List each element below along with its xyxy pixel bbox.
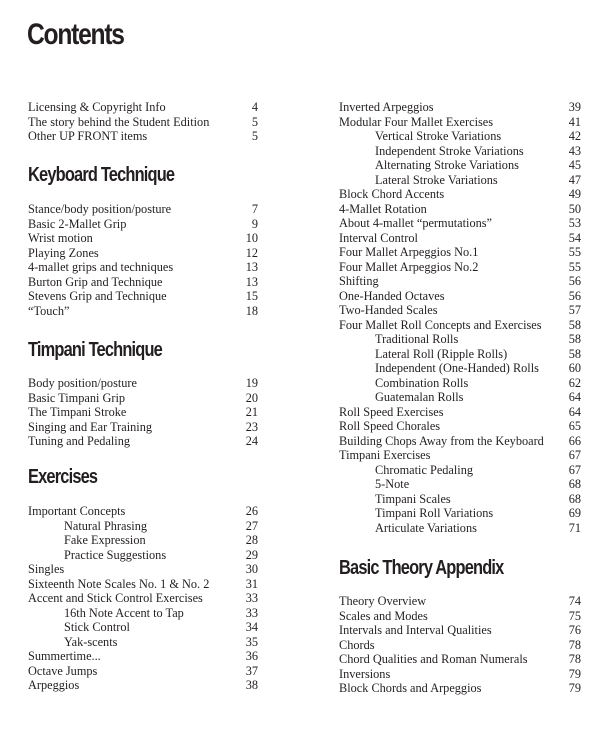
entry-page: 75: [568, 608, 581, 623]
entry-label: Theory Overview: [339, 594, 427, 608]
entry-label: Four Mallet Arpeggios No.2: [339, 259, 479, 274]
entry-page: 26: [245, 504, 258, 518]
entry-label: Timpani Scales: [375, 491, 451, 506]
entry-label: Sixteenth Note Scales No. 1 & No. 2: [28, 576, 210, 591]
entry-page: 43: [568, 143, 581, 158]
entry-page: 29: [245, 547, 258, 562]
entry-label: Chromatic Pedaling: [375, 462, 474, 477]
entry-label: Arpeggios: [28, 678, 80, 692]
entry-label: Wrist motion: [28, 231, 93, 245]
entry-page: 31: [245, 576, 258, 591]
entry-label: Licensing & Copyright Info: [28, 100, 166, 114]
entry-label: Body position/posture: [28, 376, 137, 390]
entry-label: Octave Jumps: [28, 663, 98, 678]
entry-page: 30: [245, 562, 258, 576]
entry-label: Singles: [28, 562, 65, 576]
entry-page: 21: [245, 405, 258, 419]
entry-page: 71: [568, 520, 581, 535]
entry-label: Stance/body position/posture: [28, 202, 172, 216]
entry-page: 15: [245, 289, 258, 303]
entry-page: 55: [568, 259, 581, 274]
entry-label: Timpani Roll Variations: [375, 506, 494, 520]
entry-label: The Timpani Stroke: [28, 405, 127, 419]
entry-label: Traditional Rolls: [375, 332, 459, 346]
entry-label: Alternating Stroke Variations: [375, 158, 519, 172]
entry-page: 19: [245, 376, 258, 390]
entry-page: 62: [568, 375, 581, 390]
entry-label: Lateral Stroke Variations: [375, 172, 498, 187]
section-heading-timpani: Timpani Technique: [28, 339, 162, 361]
entry-page: 38: [245, 678, 258, 692]
entry-page: 4: [251, 100, 258, 114]
entry-page: 58: [568, 317, 581, 332]
entry-label: Basic Timpani Grip: [28, 390, 126, 405]
entry-page: 64: [568, 404, 581, 419]
entry-label: Practice Suggestions: [64, 547, 167, 562]
entry-page: 74: [568, 594, 581, 608]
entry-page: 67: [568, 448, 581, 462]
entry-page: 56: [568, 274, 581, 288]
entry-page: 64: [568, 390, 581, 404]
entry-label: Building Chops Away from the Keyboard: [339, 433, 544, 448]
entry-label: Articulate Variations: [375, 520, 477, 535]
entry-page: 68: [568, 477, 581, 491]
entry-label: Singing and Ear Training: [28, 419, 152, 434]
entry-label: 16th Note Accent to Tap: [64, 605, 184, 620]
entry-label: Guatemalan Rolls: [375, 390, 464, 404]
entry-page: 33: [245, 605, 258, 620]
entry-page: 28: [245, 533, 258, 547]
entry-page: 10: [245, 231, 258, 245]
entry-page: 13: [245, 260, 258, 274]
entry-label: Natural Phrasing: [64, 518, 147, 533]
entry-label: Combination Rolls: [375, 375, 469, 390]
entry-page: 7: [251, 202, 258, 216]
entry-label: Chord Qualities and Roman Numerals: [339, 652, 528, 666]
entry-page: 27: [245, 518, 258, 533]
entry-label: Stick Control: [64, 620, 130, 634]
entry-label: Yak-scents: [64, 634, 118, 649]
entry-page: 55: [568, 245, 581, 259]
entry-page: 67: [568, 462, 581, 477]
entry-label: Modular Four Mallet Exercises: [339, 114, 494, 129]
entry-label: The story behind the Student Edition: [28, 114, 210, 129]
entry-label: 4-Mallet Rotation: [339, 201, 427, 216]
entry-label: Independent (One-Handed) Rolls: [375, 361, 539, 375]
entry-label: Fake Expression: [64, 533, 146, 547]
entry-page: 42: [568, 129, 581, 143]
section-heading-exercises: Exercises: [28, 466, 98, 488]
entry-page: 45: [568, 158, 581, 172]
entry-page: 54: [568, 230, 581, 245]
entry-page: 57: [568, 303, 581, 317]
entry-page: 69: [568, 506, 581, 520]
entry-label: Roll Speed Chorales: [339, 419, 441, 433]
entry-page: 41: [568, 114, 581, 129]
entry-label: Two-Handed Scales: [339, 303, 438, 317]
entry-page: 36: [245, 649, 258, 663]
entry-page: 58: [568, 332, 581, 346]
entry-page: 58: [568, 346, 581, 361]
entry-label: Four Mallet Arpeggios No.1: [339, 245, 479, 259]
entry-page: 12: [245, 245, 258, 260]
entry-page: 20: [245, 390, 258, 405]
entry-label: “Touch”: [28, 303, 70, 318]
entry-label: Basic 2-Mallet Grip: [28, 216, 127, 231]
entry-label: Block Chord Accents: [339, 187, 445, 201]
entry-page: 50: [568, 201, 581, 216]
section-heading-keyboard: Keyboard Technique: [28, 164, 175, 186]
entry-page: 60: [568, 361, 581, 375]
entry-page: 79: [568, 681, 581, 695]
entry-label: Important Concepts: [28, 504, 126, 518]
entry-label: Shifting: [339, 274, 379, 288]
entry-label: Accent and Stick Control Exercises: [28, 591, 203, 605]
entry-page: 9: [251, 216, 258, 231]
entry-page: 23: [245, 419, 258, 434]
page-title: Contents: [27, 18, 124, 51]
entry-label: 5-Note: [375, 477, 410, 491]
entry-label: Intervals and Interval Qualities: [339, 623, 492, 637]
entry-page: 5: [251, 114, 258, 129]
entry-page: 18: [245, 303, 258, 318]
entry-page: 5: [251, 129, 258, 143]
entry-label: Inversions: [339, 666, 391, 681]
entry-label: Summertime...: [28, 649, 101, 663]
entry-label: About 4-mallet “permutations”: [339, 216, 492, 230]
entry-label: Stevens Grip and Technique: [28, 289, 167, 303]
entry-page: 78: [568, 637, 581, 652]
entry-page: 66: [568, 433, 581, 448]
entry-page: 33: [245, 591, 258, 605]
entry-page: 78: [568, 652, 581, 666]
entry-label: Vertical Stroke Variations: [375, 129, 502, 143]
entry-page: 34: [245, 620, 258, 634]
entry-page: 47: [568, 172, 581, 187]
entry-label: Timpani Exercises: [339, 448, 431, 462]
entry-page: 24: [245, 434, 258, 448]
entry-page: 79: [568, 666, 581, 681]
entry-page: 13: [245, 274, 258, 289]
entry-page: 68: [568, 491, 581, 506]
entry-label: Block Chords and Arpeggios: [339, 681, 482, 695]
entry-label: Scales and Modes: [339, 608, 428, 623]
entry-label: Roll Speed Exercises: [339, 404, 444, 419]
entry-label: Lateral Roll (Ripple Rolls): [375, 346, 508, 361]
entry-page: 76: [568, 623, 581, 637]
entry-label: Burton Grip and Technique: [28, 274, 163, 289]
section-heading-theory: Basic Theory Appendix: [339, 557, 504, 579]
entry-label: One-Handed Octaves: [339, 288, 445, 303]
entry-page: 65: [568, 419, 581, 433]
entry-label: Other UP FRONT items: [28, 129, 148, 143]
entry-label: Four Mallet Roll Concepts and Exercises: [339, 317, 542, 332]
entry-page: 49: [568, 187, 581, 201]
entry-label: Independent Stroke Variations: [375, 143, 524, 158]
entry-label: Tuning and Pedaling: [28, 434, 131, 448]
entry-page: 39: [568, 100, 581, 114]
entry-page: 53: [568, 216, 581, 230]
entry-label: Interval Control: [339, 230, 418, 245]
entry-page: 56: [568, 288, 581, 303]
entry-label: Inverted Arpeggios: [339, 100, 434, 114]
entry-page: 37: [245, 663, 258, 678]
entry-page: 35: [245, 634, 258, 649]
entry-label: Playing Zones: [28, 245, 99, 260]
entry-label: Chords: [339, 637, 375, 652]
entry-label: 4-mallet grips and techniques: [28, 260, 174, 274]
